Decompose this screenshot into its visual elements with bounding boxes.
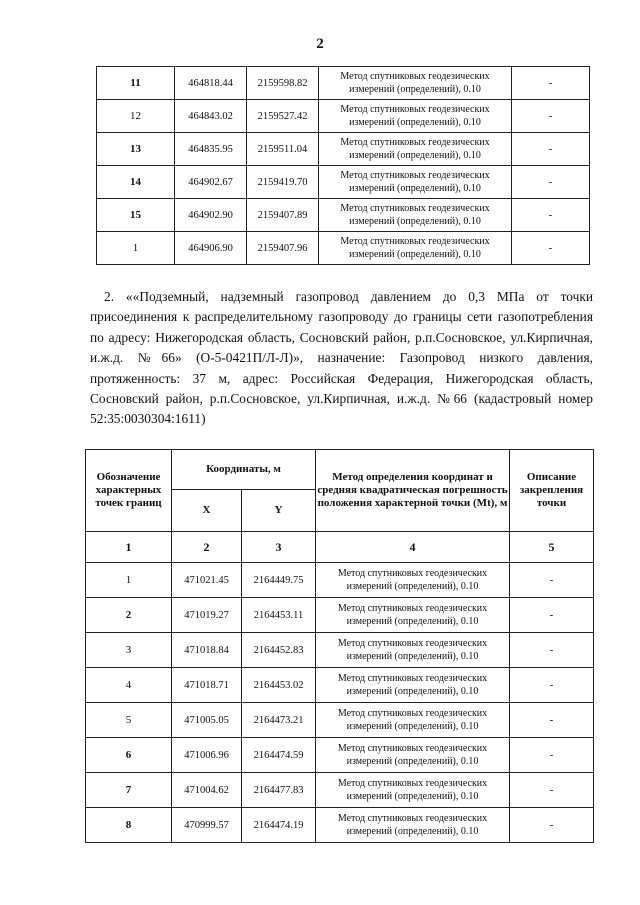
- table-row: [86, 633, 594, 668]
- coord-y: 2159419.70: [247, 166, 319, 199]
- point-id: 11: [97, 67, 175, 100]
- coord-x: 464843.02: [175, 100, 247, 133]
- table1-body: [97, 67, 590, 265]
- coord-x: 471006.96: [172, 738, 242, 773]
- point-id: 3: [86, 633, 172, 668]
- method-cell: [319, 67, 512, 100]
- header-coordinates: Координаты, м: [172, 450, 316, 490]
- table-row: [86, 563, 594, 598]
- coord-y: 2164474.59: [242, 738, 316, 773]
- fixing-description: -: [510, 633, 594, 668]
- method-line: измерений (определений), 0.10: [346, 581, 479, 592]
- method-line: Метод спутниковых геодезических: [337, 568, 488, 579]
- fixing-description: -: [510, 598, 594, 633]
- table-row: [86, 738, 594, 773]
- method-line: Метод спутниковых геодезических: [340, 236, 490, 247]
- coord-y: 2164474.19: [242, 808, 316, 843]
- table-row: [97, 199, 590, 232]
- table-row: [97, 166, 590, 199]
- method-line: Метод спутниковых геодезических: [337, 638, 488, 649]
- coord-x: 471004.62: [172, 773, 242, 808]
- coord-y: 2164453.02: [242, 668, 316, 703]
- table-row: [86, 703, 594, 738]
- boundary-points-table: [85, 449, 594, 843]
- header-x: X: [172, 490, 242, 532]
- point-id: 1: [86, 563, 172, 598]
- method-line: измерений (определений), 0.10: [346, 721, 479, 732]
- table-row: [86, 808, 594, 843]
- point-id: 6: [86, 738, 172, 773]
- point-id: 15: [97, 199, 175, 232]
- fixing-description: -: [512, 133, 590, 166]
- fixing-description: -: [510, 563, 594, 598]
- method-line: измерений (определений), 0.10: [349, 150, 481, 161]
- method-line: измерений (определений), 0.10: [349, 216, 481, 227]
- method-cell: [319, 232, 512, 265]
- table-row: [97, 100, 590, 133]
- method-line: Метод спутниковых геодезических: [337, 813, 488, 824]
- table-row: [97, 232, 590, 265]
- column-index: 5: [510, 532, 594, 563]
- coord-x: 471019.27: [172, 598, 242, 633]
- column-index: 3: [242, 532, 316, 563]
- method-cell: [316, 633, 510, 668]
- fixing-description: -: [512, 166, 590, 199]
- table2-header: [86, 450, 594, 563]
- column-index: 4: [316, 532, 510, 563]
- table-row: [86, 668, 594, 703]
- column-index: 2: [172, 532, 242, 563]
- method-cell: [319, 133, 512, 166]
- header-y: Y: [242, 490, 316, 532]
- method-cell: [316, 773, 510, 808]
- method-line: измерений (определений), 0.10: [346, 826, 479, 837]
- table-row: [97, 133, 590, 166]
- coord-y: 2164477.83: [242, 773, 316, 808]
- method-line: измерений (определений), 0.10: [346, 651, 479, 662]
- page-number: 2: [316, 36, 324, 52]
- method-line: измерений (определений), 0.10: [346, 686, 479, 697]
- object-description-paragraph: 2. ««Подземный, надземный газопровод давлением до 0,3 МПа от точки присоединения к распределительному газопроводу до границы сети газопотребления по адресу: Нижегородская область, Сосновский район, р.п.Сосновское, ул.Кирпичная, и.ж.д. №66» (О-5-0421П/Л-Л)», назначение: Газопровод низкого давления, протяженность: 37 м, адрес: Российская Федерация, Нижегородская область, Сосновский район, р.п.Сосновское, ул.Кирпичная, и.ж.д. №66 (кадастровый номер 52:35:0030304:1611): [90, 289, 593, 427]
- method-line: Метод спутниковых геодезических: [337, 778, 488, 789]
- method-cell: [319, 199, 512, 232]
- coord-y: 2159598.82: [247, 67, 319, 100]
- boundary-points-table-continued: [96, 66, 590, 265]
- method-line: Метод спутниковых геодезических: [340, 71, 490, 82]
- header-points: Обозначение характерных точек границ: [86, 450, 172, 532]
- fixing-description: -: [510, 703, 594, 738]
- coord-y: 2164453.11: [242, 598, 316, 633]
- coord-y: 2164449.75: [242, 563, 316, 598]
- method-line: измерений (определений), 0.10: [346, 756, 479, 767]
- point-id: 4: [86, 668, 172, 703]
- method-line: измерений (определений), 0.10: [349, 183, 481, 194]
- coord-x: 464835.95: [175, 133, 247, 166]
- fixing-description: -: [510, 668, 594, 703]
- coord-y: 2159511.04: [247, 133, 319, 166]
- fixing-description: -: [512, 100, 590, 133]
- method-cell: [316, 738, 510, 773]
- method-cell: [316, 598, 510, 633]
- fixing-description: -: [512, 232, 590, 265]
- point-id: 13: [97, 133, 175, 166]
- point-id: 2: [86, 598, 172, 633]
- coord-x: 471018.84: [172, 633, 242, 668]
- fixing-description: -: [512, 199, 590, 232]
- coord-x: 464902.90: [175, 199, 247, 232]
- table-row: [86, 598, 594, 633]
- point-id: 8: [86, 808, 172, 843]
- method-line: измерений (определений), 0.10: [349, 117, 481, 128]
- method-cell: [319, 100, 512, 133]
- coord-x: 471005.05: [172, 703, 242, 738]
- coord-x: 470999.57: [172, 808, 242, 843]
- method-cell: [316, 703, 510, 738]
- point-id: 7: [86, 773, 172, 808]
- method-cell: [316, 668, 510, 703]
- method-line: измерений (определений), 0.10: [346, 791, 479, 802]
- table2-body: [86, 563, 594, 843]
- fixing-description: -: [510, 738, 594, 773]
- method-cell: [316, 563, 510, 598]
- coord-y: 2159527.42: [247, 100, 319, 133]
- point-id: 12: [97, 100, 175, 133]
- fixing-description: -: [512, 67, 590, 100]
- column-index: 1: [86, 532, 172, 563]
- method-cell: [319, 166, 512, 199]
- column-index-row: [86, 532, 594, 563]
- method-line: Метод спутниковых геодезических: [340, 104, 490, 115]
- header-description: Описание закрепления точки: [510, 450, 594, 532]
- method-line: измерений (определений), 0.10: [349, 249, 481, 260]
- coord-x: 471018.71: [172, 668, 242, 703]
- coord-y: 2159407.96: [247, 232, 319, 265]
- fixing-description: -: [510, 808, 594, 843]
- method-line: Метод спутниковых геодезических: [337, 743, 488, 754]
- coord-x: 464906.90: [175, 232, 247, 265]
- coord-y: 2164452.83: [242, 633, 316, 668]
- coord-x: 464818.44: [175, 67, 247, 100]
- method-line: Метод спутниковых геодезических: [337, 603, 488, 614]
- method-cell: [316, 808, 510, 843]
- table-row: [86, 773, 594, 808]
- coord-y: 2159407.89: [247, 199, 319, 232]
- method-line: Метод спутниковых геодезических: [340, 137, 490, 148]
- method-line: измерений (определений), 0.10: [349, 84, 481, 95]
- table-row: [97, 67, 590, 100]
- point-id: 14: [97, 166, 175, 199]
- coord-x: 471021.45: [172, 563, 242, 598]
- coord-x: 464902.67: [175, 166, 247, 199]
- coord-y: 2164473.21: [242, 703, 316, 738]
- method-line: Метод спутниковых геодезических: [340, 203, 490, 214]
- fixing-description: -: [510, 773, 594, 808]
- method-line: Метод спутниковых геодезических: [337, 673, 488, 684]
- method-line: измерений (определений), 0.10: [346, 616, 479, 627]
- point-id: 5: [86, 703, 172, 738]
- point-id: 1: [97, 232, 175, 265]
- header-method: Метод определения координат и средняя квадратическая погрешность положения характерной точки (Mt), м: [316, 450, 510, 532]
- method-line: Метод спутниковых геодезических: [340, 170, 490, 181]
- method-line: Метод спутниковых геодезических: [337, 708, 488, 719]
